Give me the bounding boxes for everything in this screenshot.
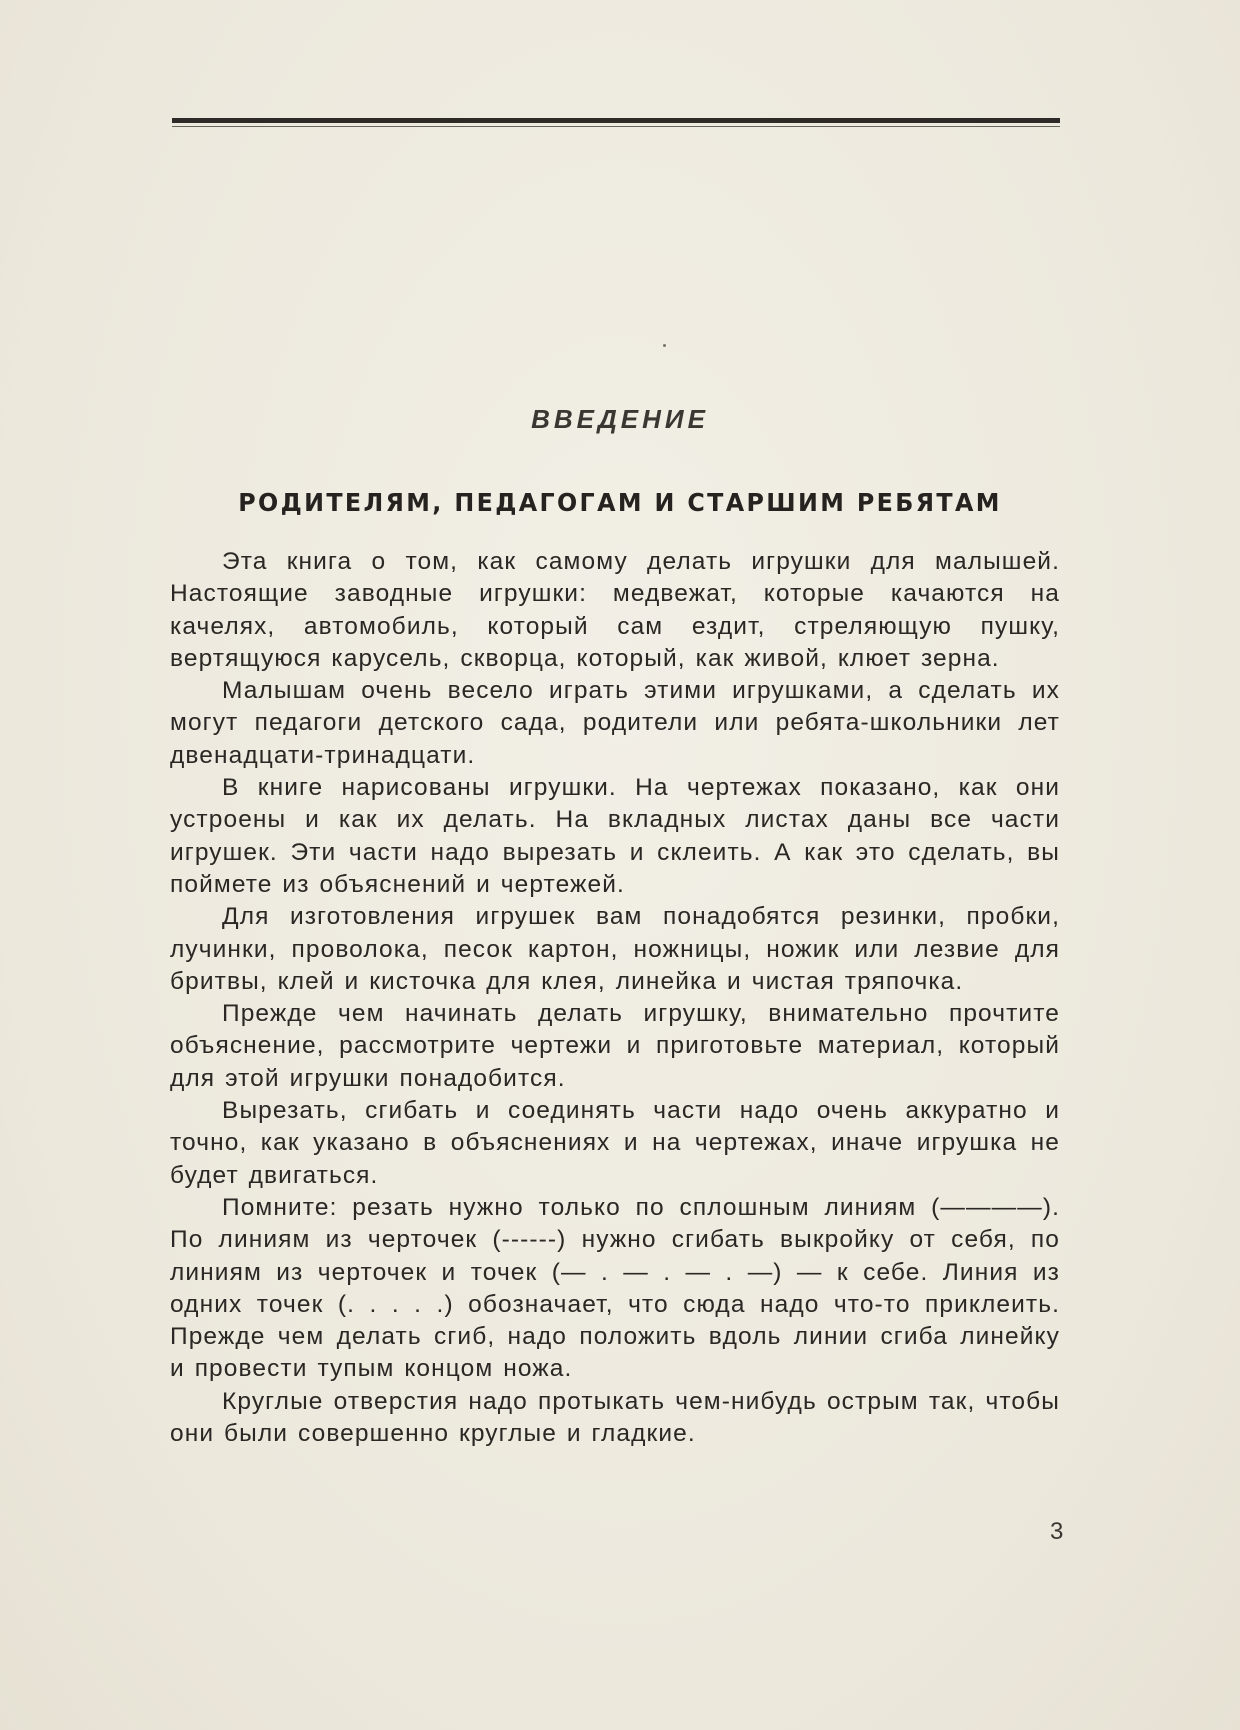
page-number: 3: [1050, 1518, 1064, 1545]
top-rule-thin: [172, 126, 1060, 127]
paragraph: Вырезать, сгибать и соединять части надо очень аккуратно и точно, как указано в объяснениях и на чертежах, иначе игрушка не будет двигаться.: [170, 1097, 1060, 1189]
paragraph: Прежде чем начинать делать игрушку, внимательно прочтите объяснение, рассмотрите чертежи и приготовьте материал, который для этой игрушки понадобится.: [170, 1000, 1060, 1092]
paragraph: Помните: резать нужно только по сплошным линиям (————). По линиям из черточек (------) нужно сгибать выкройку от себя, по линиям из черточек и точек (— . — . — . —) — к себе. Линия из одних точек (. . . . .) обозначает, что сюда надо что-то приклеить. Прежде чем делать сгиб, надо положить вдоль линии сгиба линейку и провести тупым концом ножа.: [170, 1193, 1060, 1383]
print-speck: [663, 344, 666, 347]
paragraph: Круглые отверстия надо протыкать чем-нибудь острым так, чтобы они были совершенно круглые и гладкие.: [170, 1387, 1060, 1448]
top-rule: [172, 118, 1060, 123]
paragraph: Малышам очень весело играть этими игрушками, а сделать их могут педагоги детского сада, родители или ребята-школьники лет двенадцати-тринадцати.: [170, 677, 1060, 769]
paragraph: В книге нарисованы игрушки. На чертежах показано, как они устроены и как их делать. На вкладных листах даны все части игрушек. Эти части надо вырезать и склеить. А как это сделать, вы поймете из объяснений и чертежей.: [170, 774, 1060, 898]
paragraph: Эта книга о том, как самому делать игрушки для малышей. Настоящие заводные игрушки: медвежат, которые качаются на качелях, автомобиль, который сам ездит, стреляющую пушку, вертящуюся карусель, скворца, который, как живой, клюет зерна.: [170, 548, 1060, 672]
body-text: [170, 546, 1060, 1450]
section-title: РОДИТЕЛЯМ, ПЕДАГОГАМ И СТАРШИМ РЕБЯТАМ: [238, 488, 1002, 517]
paragraph: Для изготовления игрушек вам понадобятся резинки, пробки, лучинки, проволока, песок картон, ножницы, ножик или лезвие для бритвы, клей и кисточка для клея, линейка и чистая тряпочка.: [170, 903, 1060, 995]
chapter-title: ВВЕДЕНИЕ: [531, 404, 709, 434]
